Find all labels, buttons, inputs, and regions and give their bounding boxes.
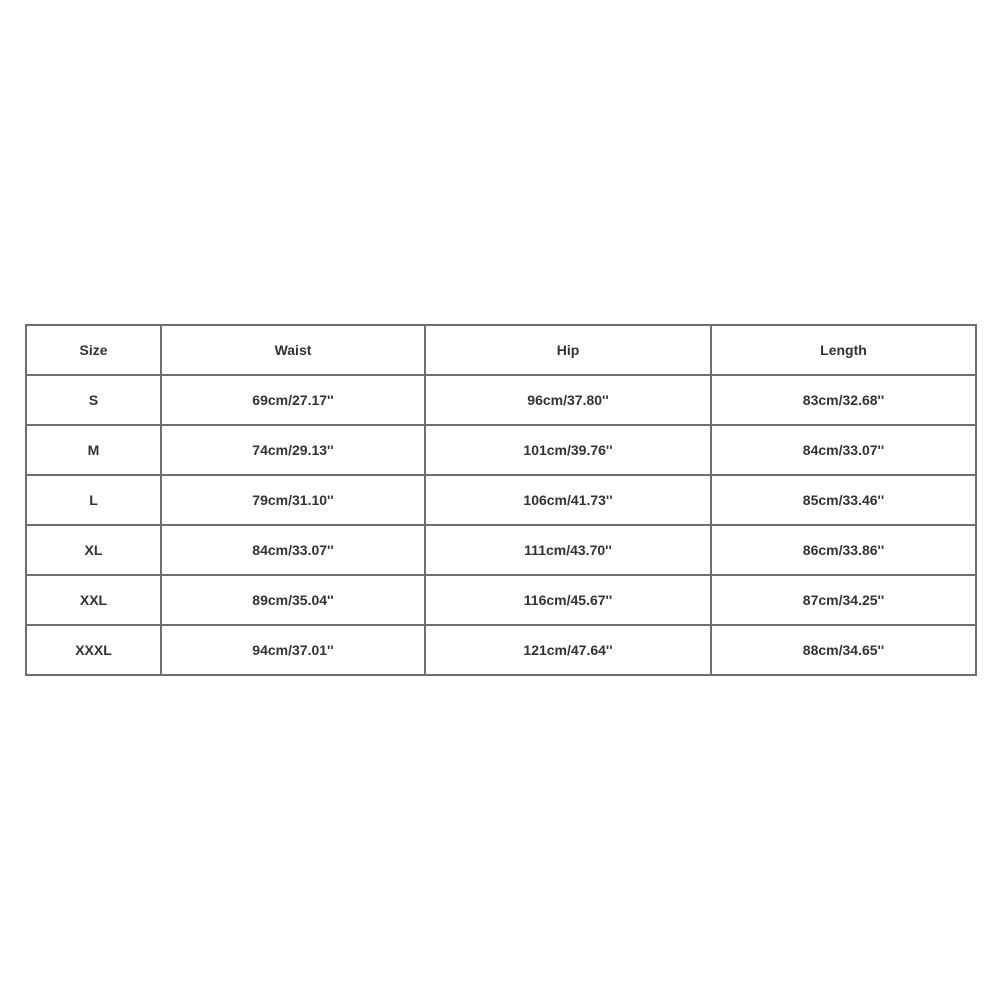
table-row [26, 375, 976, 425]
header-hip: Hip [425, 325, 711, 375]
waist-cell: 89cm/35.04'' [161, 575, 425, 625]
table-row [26, 475, 976, 525]
size-cell: XXL [26, 575, 161, 625]
size-cell: S [26, 375, 161, 425]
length-cell: 86cm/33.86'' [711, 525, 976, 575]
hip-cell: 96cm/37.80'' [425, 375, 711, 425]
table-row [26, 425, 976, 475]
hip-cell: 106cm/41.73'' [425, 475, 711, 525]
waist-cell: 79cm/31.10'' [161, 475, 425, 525]
length-cell: 88cm/34.65'' [711, 625, 976, 675]
hip-cell: 121cm/47.64'' [425, 625, 711, 675]
waist-cell: 84cm/33.07'' [161, 525, 425, 575]
size-cell: XL [26, 525, 161, 575]
waist-cell: 94cm/37.01'' [161, 625, 425, 675]
table-row [26, 575, 976, 625]
waist-cell: 74cm/29.13'' [161, 425, 425, 475]
table-row [26, 525, 976, 575]
length-cell: 85cm/33.46'' [711, 475, 976, 525]
waist-cell: 69cm/27.17'' [161, 375, 425, 425]
header-row [26, 325, 976, 375]
header-waist: Waist [161, 325, 425, 375]
header-length: Length [711, 325, 976, 375]
size-chart-table [25, 324, 977, 676]
hip-cell: 101cm/39.76'' [425, 425, 711, 475]
hip-cell: 116cm/45.67'' [425, 575, 711, 625]
size-cell: XXXL [26, 625, 161, 675]
table-row [26, 625, 976, 675]
hip-cell: 111cm/43.70'' [425, 525, 711, 575]
size-cell: L [26, 475, 161, 525]
header-size: Size [26, 325, 161, 375]
length-cell: 84cm/33.07'' [711, 425, 976, 475]
length-cell: 87cm/34.25'' [711, 575, 976, 625]
size-cell: M [26, 425, 161, 475]
length-cell: 83cm/32.68'' [711, 375, 976, 425]
